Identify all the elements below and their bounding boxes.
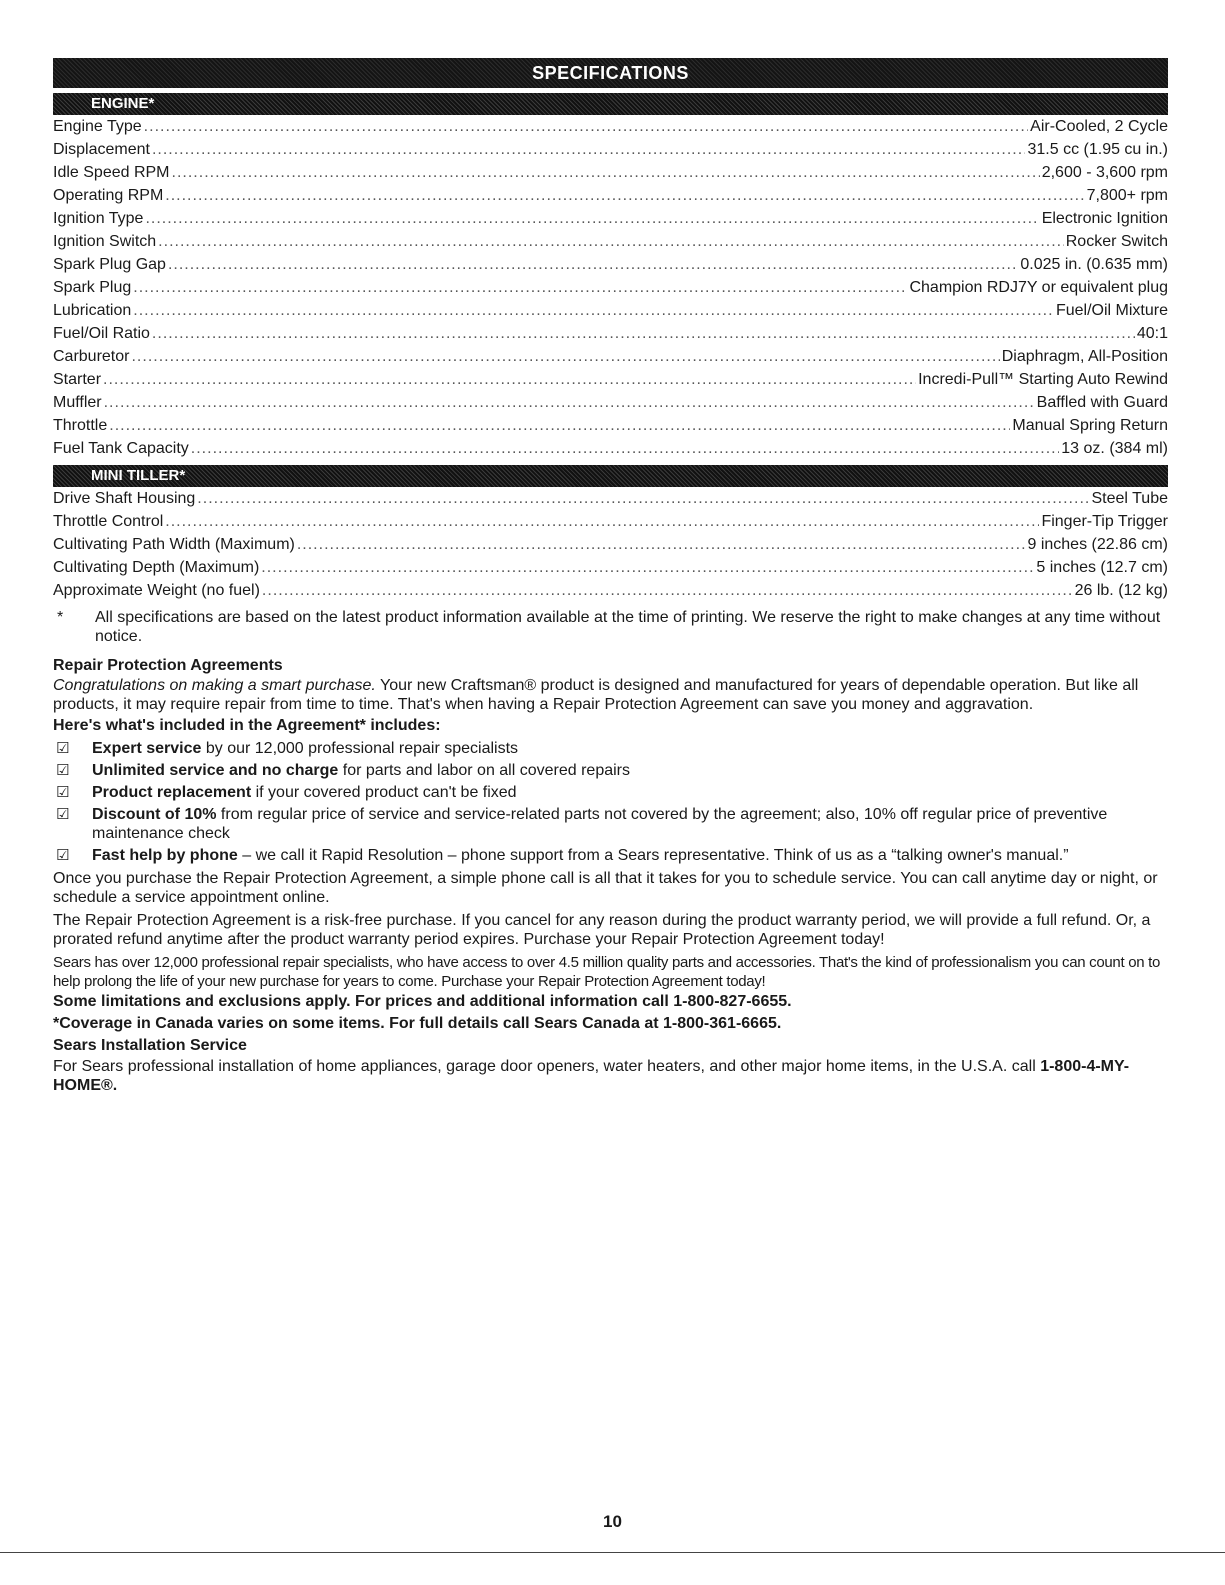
dot-leader: [133, 299, 1054, 322]
repair-intro-italic: Congratulations on making a smart purchase.: [53, 677, 376, 694]
spec-label: Fuel Tank Capacity: [53, 440, 189, 457]
specifications-title: SPECIFICATIONS: [53, 58, 1168, 88]
spec-label: Throttle Control: [53, 513, 164, 530]
installation-heading: Sears Installation Service: [53, 1037, 247, 1054]
engine-spec-list: [53, 115, 1168, 460]
dot-leader: [133, 276, 907, 299]
spec-value: Finger-Tip Trigger: [1041, 513, 1168, 530]
spec-row: [53, 276, 1168, 299]
tiller-section-header: [53, 465, 1168, 487]
spec-row: [53, 115, 1168, 138]
list-item-bold: Unlimited service and no charge: [92, 762, 339, 779]
spec-label: Carburetor: [53, 348, 130, 365]
list-item: [53, 846, 1168, 865]
list-item-rest: if your covered product can't be fixed: [251, 784, 517, 801]
repair-para-2: The Repair Protection Agreement is a risk-free purchase. If you cancel for any reason during the product warranty period, we will provide a full refund. Or, a prorated refund anytime after the product warranty period expires. Purchase your Repair Protection Agreement today!: [53, 912, 1151, 948]
list-item: [53, 805, 1168, 843]
spec-label: Drive Shaft Housing: [53, 490, 196, 507]
dot-leader: [103, 368, 916, 391]
dot-leader: [158, 230, 1064, 253]
spec-row: [53, 253, 1168, 276]
list-item-bold: Expert service: [92, 740, 202, 757]
spec-value: 5 inches (12.7 cm): [1036, 559, 1168, 576]
spec-value: Diaphragm, All-Position: [1001, 348, 1168, 365]
spec-row: [53, 161, 1168, 184]
spec-label: Approximate Weight (no fuel): [53, 582, 260, 599]
list-item-rest: by our 12,000 professional repair specialists: [201, 740, 519, 757]
checkbox-checked-icon: ☑: [56, 806, 70, 823]
dot-leader: [165, 184, 1084, 207]
spec-label: Idle Speed RPM: [53, 164, 170, 181]
spec-value: Fuel/Oil Mixture: [1055, 302, 1168, 319]
tiller-spec-list: [53, 487, 1168, 602]
dot-leader: [168, 253, 1018, 276]
engine-section-header: [53, 93, 1168, 115]
spec-value: 26 lb. (12 kg): [1074, 582, 1168, 599]
list-item: [53, 739, 1168, 758]
spec-label: Cultivating Path Width (Maximum): [53, 536, 295, 553]
spec-row: [53, 138, 1168, 161]
list-item-rest: for parts and labor on all covered repairs: [338, 762, 631, 779]
list-item-text: [92, 739, 518, 758]
list-item-text: [92, 805, 1168, 843]
dot-leader: [197, 487, 1089, 510]
repair-para-1: Once you purchase the Repair Protection Agreement, a simple phone call is all that it takes for you to schedule service. You can call anytime day or night, or schedule a service appointment online.: [53, 870, 1158, 906]
spec-row: [53, 207, 1168, 230]
repair-intro-rest: Your new Craftsman® product is designed and manufactured for years of dependable operation. But like all products, it may require repair from time to time. That's when having a Repair Protection Agreement can save you money and aggravation.: [53, 677, 1139, 713]
spec-value: Baffled with Guard: [1036, 394, 1168, 411]
list-item-rest: – we call it Rapid Resolution – phone support from a Sears representative. Think of us as a “talking owner's manual.”: [237, 847, 1069, 864]
included-heading: Here's what's included in the Agreement* includes:: [53, 717, 441, 734]
spec-label: Starter: [53, 371, 102, 388]
spec-label: Fuel/Oil Ratio: [53, 325, 150, 342]
spec-value: 7,800+ rpm: [1086, 187, 1168, 204]
spec-row: [53, 510, 1168, 533]
spec-value: 40:1: [1136, 325, 1168, 342]
list-item: [53, 761, 1168, 780]
spec-row: [53, 391, 1168, 414]
list-item-text: [92, 783, 517, 802]
spec-row: [53, 345, 1168, 368]
spec-value: Rocker Switch: [1065, 233, 1168, 250]
checkbox-checked-icon: ☑: [56, 740, 70, 757]
checkbox-checked-icon: ☑: [56, 847, 70, 864]
footnote-text: All specifications are based on the latest product information available at the time of printing. We reserve the right to make changes at any time without notice.: [95, 609, 1161, 645]
spec-value: 0.025 in. (0.635 mm): [1020, 256, 1168, 273]
dot-leader: [191, 437, 1060, 460]
spec-value: Manual Spring Return: [1012, 417, 1168, 434]
repair-heading: Repair Protection Agreements: [53, 657, 283, 674]
spec-label: Cultivating Depth (Maximum): [53, 559, 260, 576]
spec-row: [53, 322, 1168, 345]
dot-leader: [131, 345, 999, 368]
spec-row: [53, 299, 1168, 322]
engine-heading: ENGINE*: [91, 95, 155, 112]
spec-value: Steel Tube: [1091, 490, 1168, 507]
spec-label: Spark Plug: [53, 279, 132, 296]
dot-leader: [145, 207, 1039, 230]
spec-value: Air-Cooled, 2 Cycle: [1030, 118, 1168, 135]
limitations-line: Some limitations and exclusions apply. For prices and additional information call 1-800-827-6655.: [53, 993, 792, 1010]
footnote-mark: *: [57, 609, 64, 626]
spec-value: Champion RDJ7Y or equivalent plug: [909, 279, 1168, 296]
list-item: [53, 783, 1168, 802]
spec-row: [53, 184, 1168, 207]
spec-value: Incredi-Pull™ Starting Auto Rewind: [918, 371, 1168, 388]
dot-leader: [152, 322, 1135, 345]
page-number: 10: [603, 1512, 622, 1531]
spec-row: [53, 368, 1168, 391]
list-item-bold: Product replacement: [92, 784, 252, 801]
repair-intro: [53, 676, 1168, 714]
dot-leader: [172, 161, 1040, 184]
spec-label: Ignition Switch: [53, 233, 157, 250]
spec-row: [53, 533, 1168, 556]
spec-label: Ignition Type: [53, 210, 144, 227]
spec-label: Muffler: [53, 394, 102, 411]
canada-line: *Coverage in Canada varies on some items. For full details call Sears Canada at 1-800-361-6665.: [53, 1015, 782, 1032]
spec-label: Operating RPM: [53, 187, 164, 204]
spec-value: 9 inches (22.86 cm): [1027, 536, 1168, 553]
spec-row: [53, 230, 1168, 253]
spec-row: [53, 414, 1168, 437]
dot-leader: [144, 115, 1029, 138]
list-item-text: [92, 761, 630, 780]
dot-leader: [165, 510, 1039, 533]
checkbox-checked-icon: ☑: [56, 762, 70, 779]
spec-value: Electronic Ignition: [1041, 210, 1168, 227]
spec-label: Spark Plug Gap: [53, 256, 166, 273]
repair-para-3: Sears has over 12,000 professional repair specialists, who have access to over 4.5 million quality parts and accessories. That's the kind of professionalism you can count on to help prolong the life of your new purchase for years to come. Purchase your Repair Protection Agreement today!: [53, 954, 1161, 990]
spec-value: 13 oz. (384 ml): [1061, 440, 1168, 457]
spec-label: Lubrication: [53, 302, 132, 319]
dot-leader: [262, 579, 1073, 602]
dot-leader: [261, 556, 1034, 579]
spec-value: 31.5 cc (1.95 cu in.): [1027, 141, 1168, 158]
installation-text: [53, 1057, 1168, 1095]
included-list: [53, 739, 1168, 865]
spec-label: Throttle: [53, 417, 108, 434]
list-item-text: [92, 846, 1069, 865]
dot-leader: [297, 533, 1026, 556]
spec-label: Displacement: [53, 141, 150, 158]
spec-label: Engine Type: [53, 118, 142, 135]
spec-row: [53, 579, 1168, 602]
dot-leader: [109, 414, 1010, 437]
tiller-heading: MINI TILLER*: [91, 467, 186, 484]
spec-value: 2,600 - 3,600 rpm: [1041, 164, 1168, 181]
list-item-bold: Discount of 10%: [92, 806, 217, 823]
footnote: [53, 608, 1168, 646]
list-item-bold: Fast help by phone: [92, 847, 238, 864]
spec-row: [53, 487, 1168, 510]
page: [53, 58, 1168, 1095]
bottom-rule: [0, 1552, 1225, 1553]
spec-row: [53, 437, 1168, 460]
spec-row: [53, 556, 1168, 579]
installation-body: For Sears professional installation of home appliances, garage door openers, water heaters, and other major home items, in the U.S.A. call: [53, 1058, 1041, 1075]
installation-phone: 1-800-4-MY-HOME®.: [53, 1058, 1130, 1094]
dot-leader: [104, 391, 1035, 414]
dot-leader: [152, 138, 1026, 161]
checkbox-checked-icon: ☑: [56, 784, 70, 801]
list-item-rest: from regular price of service and service-related parts not covered by the agreement; also, 10% off regular price of preventive maintenance check: [92, 806, 1108, 842]
